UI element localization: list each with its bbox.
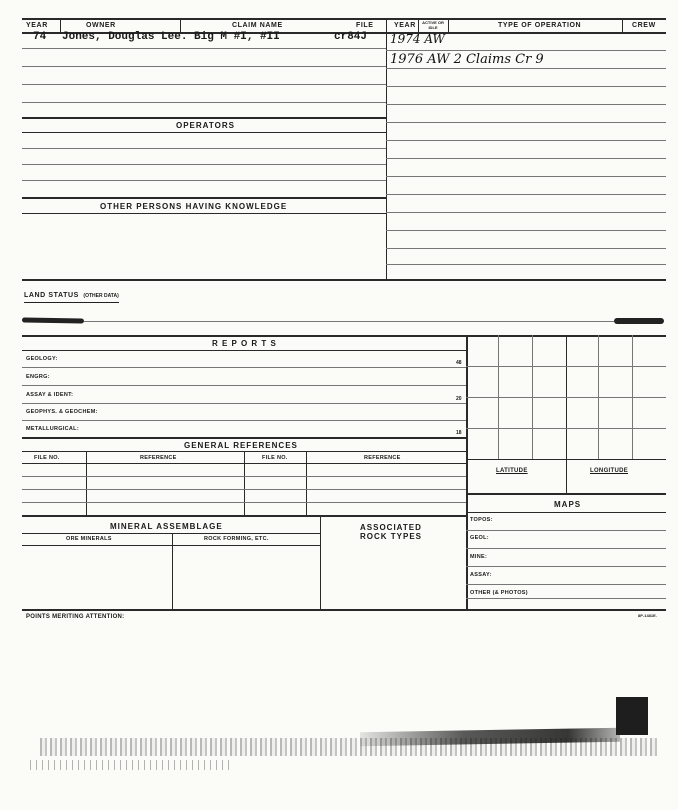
coord-latitude: LATITUDE — [496, 468, 528, 474]
header-owner: OWNER — [86, 22, 116, 29]
header-year-2: YEAR — [394, 22, 416, 29]
header-file: FILE — [356, 22, 374, 29]
section-operators: OPERATORS — [176, 121, 235, 130]
activity-entry-1: 1974 AW — [390, 32, 445, 46]
section-mineral-assemblage: MINERAL ASSEMBLAGE — [110, 522, 223, 531]
header-active-or-idle: ACTIVE OR IDLE — [422, 20, 444, 30]
report-assay-ident: ASSAY & IDENT: — [26, 392, 74, 398]
section-associated-rock-types-1: ASSOCIATED — [360, 523, 422, 532]
form-number: 8P-1481E. — [638, 613, 657, 618]
maps-assay: ASSAY: — [470, 572, 492, 578]
ref-col-reference-1: REFERENCE — [140, 455, 177, 461]
header-claim-name: CLAIM NAME — [232, 22, 283, 29]
scan-noise-block — [616, 697, 648, 735]
report-assay-num: 20 — [456, 396, 462, 402]
report-metallurgical: METALLURGICAL: — [26, 426, 79, 432]
maps-geol: GEOL: — [470, 535, 489, 541]
record-owner-claim: Jones, Douglas Lee. Big M #I, #II — [62, 31, 280, 43]
report-metallurgical-num: 18 — [456, 430, 462, 436]
section-reports: R E P O R T S — [212, 339, 277, 348]
ref-col-file-no-2: FILE NO. — [262, 455, 288, 461]
section-other-persons: OTHER PERSONS HAVING KNOWLEDGE — [100, 202, 288, 211]
coord-longitude: LONGITUDE — [590, 468, 629, 474]
land-status-sublabel: (OTHER DATA) — [83, 293, 119, 299]
section-maps: MAPS — [554, 500, 582, 509]
mineral-col-rock-forming: ROCK FORMING, ETC. — [204, 536, 269, 542]
smudge-right — [614, 318, 664, 324]
smudge-left — [22, 317, 84, 323]
ref-col-reference-2: REFERENCE — [364, 455, 401, 461]
maps-other-photos: OTHER (& PHOTOS) — [470, 590, 528, 596]
header-type-of-operation: TYPE OF OPERATION — [498, 22, 582, 29]
section-associated-rock-types-2: ROCK TYPES — [360, 532, 423, 541]
header-crew: CREW — [632, 22, 656, 29]
section-general-references: GENERAL REFERENCES — [184, 441, 298, 450]
land-status-heading — [24, 284, 119, 303]
report-geophys-geochem: GEOPHYS. & GEOCHEM: — [26, 409, 98, 415]
report-geology-num: 48 — [456, 360, 462, 366]
record-file: cr84J — [334, 31, 368, 43]
report-geology: GEOLOGY: — [26, 356, 58, 362]
activity-entry-2: 1976 AW 2 Claims Cr 9 — [390, 52, 544, 67]
scan-noise-faint — [30, 760, 230, 770]
mineral-col-ore-minerals: ORE MINERALS — [66, 536, 112, 542]
report-engrg: ENGRG: — [26, 374, 50, 380]
header-year: YEAR — [26, 22, 48, 29]
ref-col-file-no-1: FILE NO. — [34, 455, 60, 461]
land-status-label: LAND STATUS — [24, 292, 79, 299]
points-meriting-attention: POINTS MERITING ATTENTION: — [26, 614, 125, 620]
record-year: 74 — [33, 31, 47, 43]
maps-mine: MINE: — [470, 554, 488, 560]
maps-topos: TOPOS: — [470, 517, 493, 523]
